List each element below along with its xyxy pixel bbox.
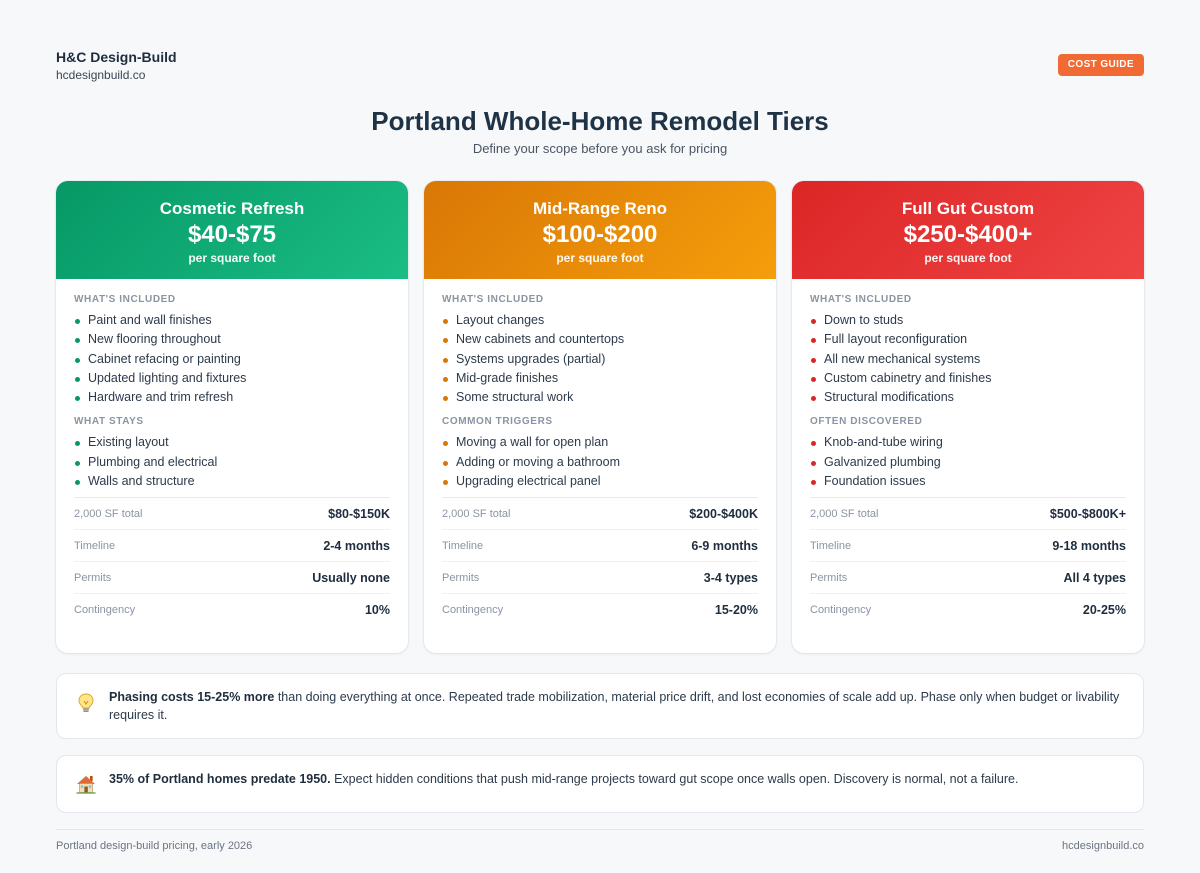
stat-value: 6-9 months (691, 538, 758, 553)
stat-label: Contingency (74, 604, 136, 616)
list-item: All new mechanical systems (810, 350, 1126, 369)
stat-value: 15-20% (714, 603, 758, 617)
tier-price: $40-$75 (187, 221, 277, 248)
tier-card-header (424, 181, 776, 279)
list-item: Moving a wall for open plan (442, 433, 758, 452)
tier-name: Cosmetic Refresh (159, 199, 305, 218)
list-item: Knob-and-tube wiring (810, 433, 1126, 452)
tier-card-body (424, 279, 776, 491)
stat-row (810, 562, 1126, 594)
section-label: WHAT STAYS (74, 416, 144, 428)
section-label: WHAT'S INCLUDED (442, 294, 544, 305)
stat-row (74, 562, 390, 594)
tier-unit: per square foot (188, 251, 276, 265)
tier-card-header (56, 181, 408, 279)
list-item: Paint and wall finishes (74, 311, 390, 330)
note-bold: 35% of Portland homes predate 1950. (109, 772, 331, 786)
list-item: Galvanized plumbing (810, 453, 1126, 472)
tier-unit: per square foot (556, 251, 644, 265)
list-item: Custom cabinetry and finishes (810, 369, 1126, 388)
old-homes-note-text (109, 770, 1125, 788)
stat-label: Permits (74, 571, 112, 584)
list-item: Down to studs (810, 311, 1126, 330)
stat-value: 2-4 months (323, 538, 390, 553)
stat-value: Usually none (312, 570, 390, 585)
stat-label: 2,000 SF total (810, 507, 879, 520)
page (56, 0, 1144, 873)
stat-label: 2,000 SF total (442, 507, 511, 520)
tier-name: Full Gut Custom (901, 199, 1035, 218)
list-item: Layout changes (442, 311, 758, 330)
section-label: OFTEN DISCOVERED (810, 416, 923, 428)
lightbulb-icon (75, 692, 97, 714)
stat-row (74, 530, 390, 562)
list-item: Plumbing and electrical (74, 453, 390, 472)
stat-value: 10% (364, 603, 390, 617)
stat-row (810, 498, 1126, 530)
list-item: Cabinet refacing or painting (74, 350, 390, 369)
stat-label: Permits (442, 571, 480, 584)
note-body: Expect hidden conditions that push mid-range projects toward gut scope once walls open. Discovery is normal, not a failure. (330, 772, 1019, 786)
tier-name: Mid-Range Reno (532, 199, 668, 218)
tier-card-mid-range (424, 181, 776, 653)
phasing-note-text (109, 688, 1125, 724)
section-label: WHAT'S INCLUDED (810, 294, 912, 305)
tier-stats (74, 497, 390, 626)
cost-guide-badge: COST GUIDE (1058, 54, 1144, 76)
stat-label: Timeline (74, 539, 116, 552)
tier-unit: per square foot (924, 251, 1012, 265)
stat-row (442, 562, 758, 594)
list-item: Adding or moving a bathroom (442, 453, 758, 472)
stat-value: $80-$150K (328, 506, 390, 521)
stat-label: Timeline (442, 539, 484, 552)
stat-value: $200-$400K (689, 506, 758, 521)
tier-stats (442, 497, 758, 626)
phasing-note (56, 673, 1144, 739)
stat-value: 3-4 types (703, 570, 758, 585)
section-label: COMMON TRIGGERS (442, 416, 553, 428)
old-homes-note (56, 755, 1144, 813)
list-item: Some structural work (442, 388, 758, 407)
list-item: New flooring throughout (74, 330, 390, 349)
page-title: Portland Whole-Home Remodel Tiers (371, 106, 829, 136)
stat-row (442, 498, 758, 530)
stat-value: 20-25% (1082, 603, 1126, 617)
brand (56, 49, 177, 82)
note-bold: Phasing costs 15-25% more (109, 690, 275, 704)
footer-right-text: hcdesignbuild.co (1062, 840, 1144, 852)
list-item: Full layout reconfiguration (810, 330, 1126, 349)
section-list (442, 311, 758, 407)
stat-row (810, 594, 1126, 626)
list-item: Existing layout (74, 433, 390, 452)
stat-value: All 4 types (1063, 570, 1126, 585)
footer-left-text: Portland design-build pricing, early 2026 (56, 840, 253, 852)
tier-card-body (56, 279, 408, 491)
brand-name: H&C Design-Build (56, 49, 177, 65)
stat-row (442, 594, 758, 626)
tier-price: $250-$400+ (903, 221, 1033, 248)
stat-label: Contingency (442, 604, 504, 616)
note-body: than doing everything at once. Repeated trade mobilization, material price drift, and lost economies of scale add up. Phase only when budget or livability requires it. (109, 690, 1120, 722)
stat-value: 9-18 months (1052, 538, 1126, 553)
stat-row (442, 530, 758, 562)
list-item: Walls and structure (74, 472, 390, 491)
house-icon (75, 773, 97, 795)
stat-value: $500-$800K+ (1049, 506, 1126, 521)
tier-stats (810, 497, 1126, 626)
brand-url: hcdesignbuild.co (56, 68, 146, 82)
stat-label: Contingency (810, 604, 872, 616)
tier-card-header (792, 181, 1144, 279)
page-subtitle: Define your scope before you ask for pricing (472, 141, 728, 156)
section-label: WHAT'S INCLUDED (74, 294, 176, 305)
list-item: Foundation issues (810, 472, 1126, 491)
stat-row (810, 530, 1126, 562)
tier-price: $100-$200 (542, 221, 658, 248)
stat-row (74, 498, 390, 530)
tier-cards (56, 181, 1144, 653)
footer-divider (56, 829, 1144, 830)
list-item: Hardware and trim refresh (74, 388, 390, 407)
tier-card-full-gut (792, 181, 1144, 653)
list-item: Systems upgrades (partial) (442, 350, 758, 369)
stat-label: 2,000 SF total (74, 507, 143, 520)
section-list (74, 311, 390, 407)
section-list (810, 433, 1126, 491)
stat-row (74, 594, 390, 626)
tier-card-cosmetic (56, 181, 408, 653)
section-list (442, 433, 758, 491)
section-list (810, 311, 1126, 407)
list-item: Upgrading electrical panel (442, 472, 758, 491)
section-list (74, 433, 390, 491)
stat-label: Permits (810, 571, 848, 584)
list-item: Updated lighting and fixtures (74, 369, 390, 388)
list-item: New cabinets and countertops (442, 330, 758, 349)
list-item: Mid-grade finishes (442, 369, 758, 388)
list-item: Structural modifications (810, 388, 1126, 407)
tier-card-body (792, 279, 1144, 491)
stat-label: Timeline (810, 539, 852, 552)
